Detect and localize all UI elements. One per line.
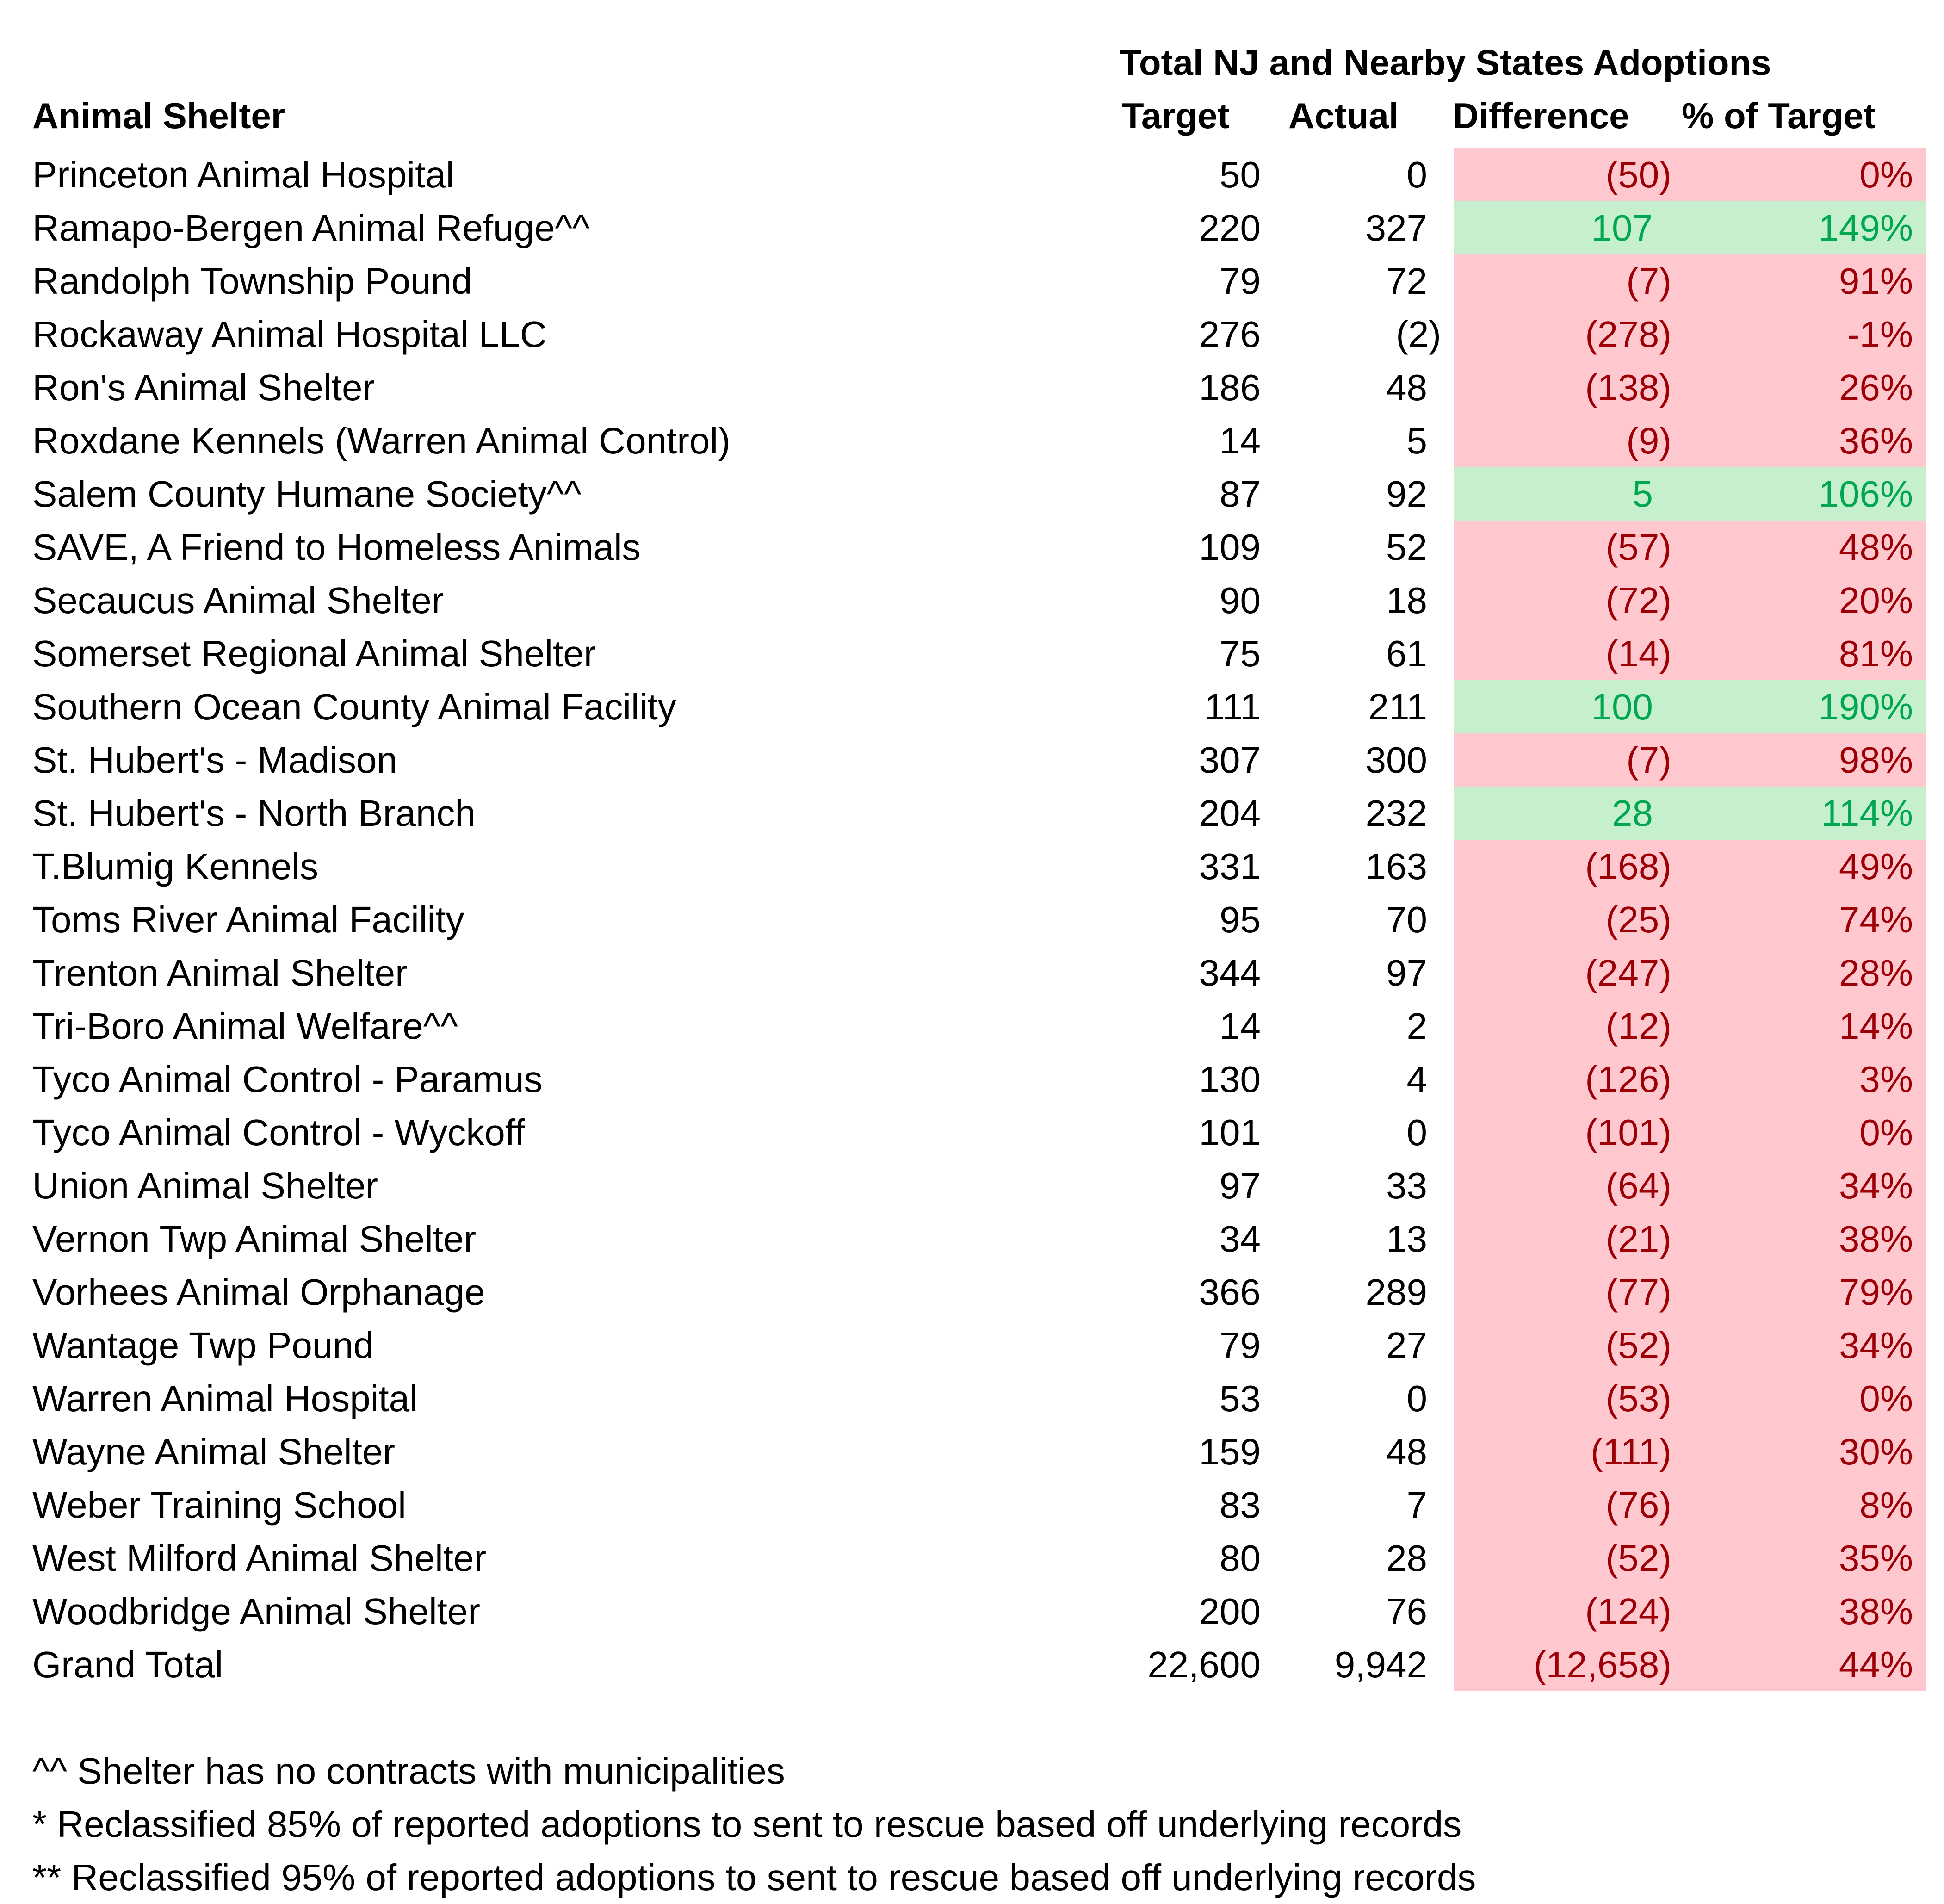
cell-actual: 0 bbox=[1406, 1378, 1427, 1419]
cell-pct-of-target: 98% bbox=[1839, 739, 1913, 781]
cell-shelter: West Milford Animal Shelter bbox=[32, 1538, 487, 1579]
table-row bbox=[0, 254, 1944, 308]
cell-actual: 7 bbox=[1406, 1484, 1427, 1526]
table-row bbox=[0, 946, 1944, 999]
cell-difference: (52) bbox=[1605, 1325, 1672, 1366]
cell-shelter: Toms River Animal Facility bbox=[32, 899, 464, 940]
cell-shelter: Weber Training School bbox=[32, 1484, 406, 1526]
cell-pct-of-target: 30% bbox=[1839, 1431, 1913, 1472]
cell-difference: (14) bbox=[1605, 633, 1672, 674]
table-row bbox=[0, 1212, 1944, 1265]
table-row bbox=[0, 1585, 1944, 1638]
cell-target: 87 bbox=[1220, 473, 1261, 515]
cell-target: 220 bbox=[1199, 207, 1261, 248]
cell-target: 159 bbox=[1199, 1431, 1261, 1472]
cell-actual: 163 bbox=[1365, 846, 1427, 887]
cell-pct-of-target: 48% bbox=[1839, 527, 1913, 568]
cell-difference: (50) bbox=[1605, 154, 1672, 195]
column-header-actual: Actual bbox=[1288, 95, 1399, 136]
table-row bbox=[0, 1372, 1944, 1425]
cell-shelter: Trenton Animal Shelter bbox=[32, 952, 408, 993]
cell-actual: 289 bbox=[1365, 1271, 1427, 1313]
cell-target: 276 bbox=[1199, 314, 1261, 355]
cell-shelter: Southern Ocean County Animal Facility bbox=[32, 686, 676, 727]
cell-target: 366 bbox=[1199, 1271, 1261, 1313]
cell-target: 307 bbox=[1199, 739, 1261, 781]
cell-difference: 5 bbox=[1632, 473, 1653, 515]
cell-difference: (12) bbox=[1605, 1005, 1672, 1047]
cell-shelter: T.Blumig Kennels bbox=[32, 846, 319, 887]
cell-shelter: SAVE, A Friend to Homeless Animals bbox=[32, 527, 641, 568]
cell-shelter: St. Hubert's - North Branch bbox=[32, 793, 476, 834]
table-row bbox=[0, 999, 1944, 1053]
cell-pct-of-target: 0% bbox=[1859, 1112, 1913, 1153]
cell-shelter: Woodbridge Animal Shelter bbox=[32, 1591, 480, 1632]
footnotes bbox=[32, 1744, 1476, 1904]
table-row bbox=[0, 361, 1944, 414]
cell-difference: (278) bbox=[1585, 314, 1672, 355]
cell-difference: (9) bbox=[1626, 420, 1672, 461]
table-row bbox=[0, 1638, 1944, 1691]
cell-shelter: Tyco Animal Control - Paramus bbox=[32, 1059, 543, 1100]
cell-target: 34 bbox=[1220, 1218, 1261, 1259]
cell-actual: 300 bbox=[1365, 739, 1427, 781]
cell-difference: (25) bbox=[1605, 899, 1672, 940]
cell-difference: (101) bbox=[1585, 1112, 1672, 1153]
table-body bbox=[0, 148, 1944, 1691]
cell-pct-of-target: 114% bbox=[1821, 793, 1913, 834]
table-row bbox=[0, 787, 1944, 840]
table-row bbox=[0, 148, 1944, 201]
cell-actual: 76 bbox=[1386, 1591, 1427, 1632]
cell-shelter: Grand Total bbox=[32, 1644, 223, 1685]
cell-pct-of-target: 26% bbox=[1839, 367, 1913, 408]
cell-shelter: Union Animal Shelter bbox=[32, 1165, 378, 1206]
cell-pct-of-target: 81% bbox=[1839, 633, 1913, 674]
cell-difference: (7) bbox=[1626, 260, 1672, 302]
cell-actual: (2) bbox=[1396, 314, 1441, 355]
cell-shelter: Warren Animal Hospital bbox=[32, 1378, 418, 1419]
cell-difference: (76) bbox=[1605, 1484, 1672, 1526]
cell-shelter: Rockaway Animal Hospital LLC bbox=[32, 314, 547, 355]
cell-shelter: Somerset Regional Animal Shelter bbox=[32, 633, 596, 674]
cell-difference: (57) bbox=[1605, 527, 1672, 568]
table-row bbox=[0, 1532, 1944, 1585]
cell-actual: 70 bbox=[1386, 899, 1427, 940]
cell-difference: (64) bbox=[1605, 1165, 1672, 1206]
cell-shelter: Wantage Twp Pound bbox=[32, 1325, 374, 1366]
cell-pct-of-target: -1% bbox=[1847, 314, 1913, 355]
cell-pct-of-target: 44% bbox=[1839, 1644, 1913, 1685]
cell-target: 109 bbox=[1199, 527, 1261, 568]
cell-difference: (7) bbox=[1626, 739, 1672, 781]
cell-actual: 48 bbox=[1386, 367, 1427, 408]
cell-pct-of-target: 190% bbox=[1818, 686, 1913, 727]
footnote: * Reclassified 85% of reported adoptions to sent to rescue based off underlying records bbox=[32, 1804, 1462, 1845]
table-row bbox=[0, 840, 1944, 893]
cell-actual: 0 bbox=[1406, 1112, 1427, 1153]
footnote: ** Reclassified 95% of reported adoptions to sent to rescue based off underlying records bbox=[32, 1857, 1476, 1898]
cell-target: 95 bbox=[1220, 899, 1261, 940]
cell-target: 97 bbox=[1220, 1165, 1261, 1206]
cell-target: 111 bbox=[1204, 686, 1261, 727]
cell-target: 14 bbox=[1220, 1005, 1261, 1047]
column-header-shelter: Animal Shelter bbox=[32, 95, 285, 136]
super-header: Total NJ and Nearby States Adoptions bbox=[1120, 42, 1771, 83]
table-row bbox=[0, 733, 1944, 787]
cell-actual: 327 bbox=[1365, 207, 1427, 248]
table-row bbox=[0, 201, 1944, 254]
cell-target: 83 bbox=[1220, 1484, 1261, 1526]
cell-difference: 107 bbox=[1591, 207, 1653, 248]
cell-pct-of-target: 49% bbox=[1839, 846, 1913, 887]
cell-difference: (12,658) bbox=[1534, 1644, 1672, 1685]
cell-pct-of-target: 106% bbox=[1818, 473, 1913, 515]
cell-difference: (126) bbox=[1585, 1059, 1672, 1100]
cell-pct-of-target: 0% bbox=[1859, 1378, 1913, 1419]
cell-shelter: Vernon Twp Animal Shelter bbox=[32, 1218, 477, 1259]
column-header-target: Target bbox=[1122, 95, 1230, 136]
cell-target: 22,600 bbox=[1147, 1644, 1261, 1685]
cell-pct-of-target: 149% bbox=[1818, 207, 1913, 248]
cell-target: 200 bbox=[1199, 1591, 1261, 1632]
table-row bbox=[0, 627, 1944, 680]
table-row bbox=[0, 574, 1944, 627]
cell-pct-of-target: 0% bbox=[1859, 154, 1913, 195]
cell-actual: 9,942 bbox=[1334, 1644, 1427, 1685]
table-row bbox=[0, 521, 1944, 574]
cell-actual: 27 bbox=[1386, 1325, 1427, 1366]
cell-difference: (53) bbox=[1605, 1378, 1672, 1419]
cell-pct-of-target: 8% bbox=[1859, 1484, 1913, 1526]
cell-pct-of-target: 36% bbox=[1839, 420, 1913, 461]
table-row bbox=[0, 1265, 1944, 1319]
cell-difference: 100 bbox=[1591, 686, 1653, 727]
cell-pct-of-target: 28% bbox=[1839, 952, 1913, 993]
cell-target: 331 bbox=[1199, 846, 1261, 887]
cell-pct-of-target: 34% bbox=[1839, 1325, 1913, 1366]
cell-target: 101 bbox=[1199, 1112, 1261, 1153]
cell-actual: 2 bbox=[1406, 1005, 1427, 1047]
cell-actual: 61 bbox=[1386, 633, 1427, 674]
table-row bbox=[0, 414, 1944, 467]
table-row bbox=[0, 1159, 1944, 1212]
cell-target: 130 bbox=[1199, 1059, 1261, 1100]
cell-target: 50 bbox=[1220, 154, 1261, 195]
table-row bbox=[0, 1053, 1944, 1106]
cell-actual: 13 bbox=[1386, 1218, 1427, 1259]
cell-difference: (247) bbox=[1585, 952, 1672, 993]
table-row bbox=[0, 467, 1944, 521]
cell-target: 53 bbox=[1220, 1378, 1261, 1419]
cell-target: 186 bbox=[1199, 367, 1261, 408]
cell-pct-of-target: 79% bbox=[1839, 1271, 1913, 1313]
cell-target: 79 bbox=[1220, 260, 1261, 302]
footnote: ^^ Shelter has no contracts with municipalities bbox=[32, 1750, 785, 1792]
cell-actual: 72 bbox=[1386, 260, 1427, 302]
cell-shelter: St. Hubert's - Madison bbox=[32, 739, 397, 781]
table-row bbox=[0, 1425, 1944, 1478]
cell-pct-of-target: 38% bbox=[1839, 1591, 1913, 1632]
cell-difference: (77) bbox=[1605, 1271, 1672, 1313]
table-row bbox=[0, 1106, 1944, 1159]
cell-shelter: Princeton Animal Hospital bbox=[32, 154, 454, 195]
cell-target: 344 bbox=[1199, 952, 1261, 993]
cell-actual: 4 bbox=[1406, 1059, 1427, 1100]
cell-pct-of-target: 38% bbox=[1839, 1218, 1913, 1259]
cell-actual: 33 bbox=[1386, 1165, 1427, 1206]
cell-difference: (21) bbox=[1605, 1218, 1672, 1259]
cell-actual: 5 bbox=[1406, 420, 1427, 461]
cell-pct-of-target: 91% bbox=[1839, 260, 1913, 302]
table-row bbox=[0, 308, 1944, 361]
table-row bbox=[0, 1478, 1944, 1532]
cell-difference: (72) bbox=[1605, 580, 1672, 621]
column-header-difference: Difference bbox=[1453, 95, 1629, 136]
cell-actual: 97 bbox=[1386, 952, 1427, 993]
table-row bbox=[0, 680, 1944, 733]
cell-shelter: Tyco Animal Control - Wyckoff bbox=[32, 1112, 525, 1153]
cell-shelter: Salem County Humane Society^^ bbox=[32, 473, 582, 515]
cell-pct-of-target: 14% bbox=[1839, 1005, 1913, 1047]
cell-target: 79 bbox=[1220, 1325, 1261, 1366]
cell-actual: 48 bbox=[1386, 1431, 1427, 1472]
cell-difference: (124) bbox=[1585, 1591, 1672, 1632]
cell-actual: 18 bbox=[1386, 580, 1427, 621]
cell-target: 80 bbox=[1220, 1538, 1261, 1579]
cell-shelter: Randolph Township Pound bbox=[32, 260, 472, 302]
cell-shelter: Vorhees Animal Orphanage bbox=[32, 1271, 485, 1313]
cell-difference: 28 bbox=[1612, 793, 1653, 834]
cell-actual: 92 bbox=[1386, 473, 1427, 515]
cell-pct-of-target: 74% bbox=[1839, 899, 1913, 940]
cell-target: 14 bbox=[1220, 420, 1261, 461]
cell-target: 204 bbox=[1199, 793, 1261, 834]
cell-shelter: Ramapo-Bergen Animal Refuge^^ bbox=[32, 207, 590, 248]
cell-actual: 232 bbox=[1365, 793, 1427, 834]
table-row bbox=[0, 1319, 1944, 1372]
cell-pct-of-target: 35% bbox=[1839, 1538, 1913, 1579]
cell-target: 90 bbox=[1220, 580, 1261, 621]
table-row bbox=[0, 893, 1944, 946]
cell-difference: (52) bbox=[1605, 1538, 1672, 1579]
cell-actual: 0 bbox=[1406, 154, 1427, 195]
cell-shelter: Wayne Animal Shelter bbox=[32, 1431, 396, 1472]
cell-actual: 52 bbox=[1386, 527, 1427, 568]
cell-difference: (168) bbox=[1585, 846, 1672, 887]
cell-actual: 211 bbox=[1368, 686, 1427, 727]
column-header-pct-of-target: % of Target bbox=[1682, 95, 1876, 136]
cell-shelter: Secaucus Animal Shelter bbox=[32, 580, 444, 621]
cell-actual: 28 bbox=[1386, 1538, 1427, 1579]
cell-target: 75 bbox=[1220, 633, 1261, 674]
cell-difference: (111) bbox=[1591, 1431, 1672, 1472]
cell-shelter: Roxdane Kennels (Warren Animal Control) bbox=[32, 420, 731, 461]
cell-pct-of-target: 20% bbox=[1839, 580, 1913, 621]
cell-pct-of-target: 3% bbox=[1859, 1059, 1913, 1100]
cell-pct-of-target: 34% bbox=[1839, 1165, 1913, 1206]
cell-shelter: Ron's Animal Shelter bbox=[32, 367, 375, 408]
cell-shelter: Tri-Boro Animal Welfare^^ bbox=[32, 1005, 458, 1047]
cell-difference: (138) bbox=[1585, 367, 1672, 408]
